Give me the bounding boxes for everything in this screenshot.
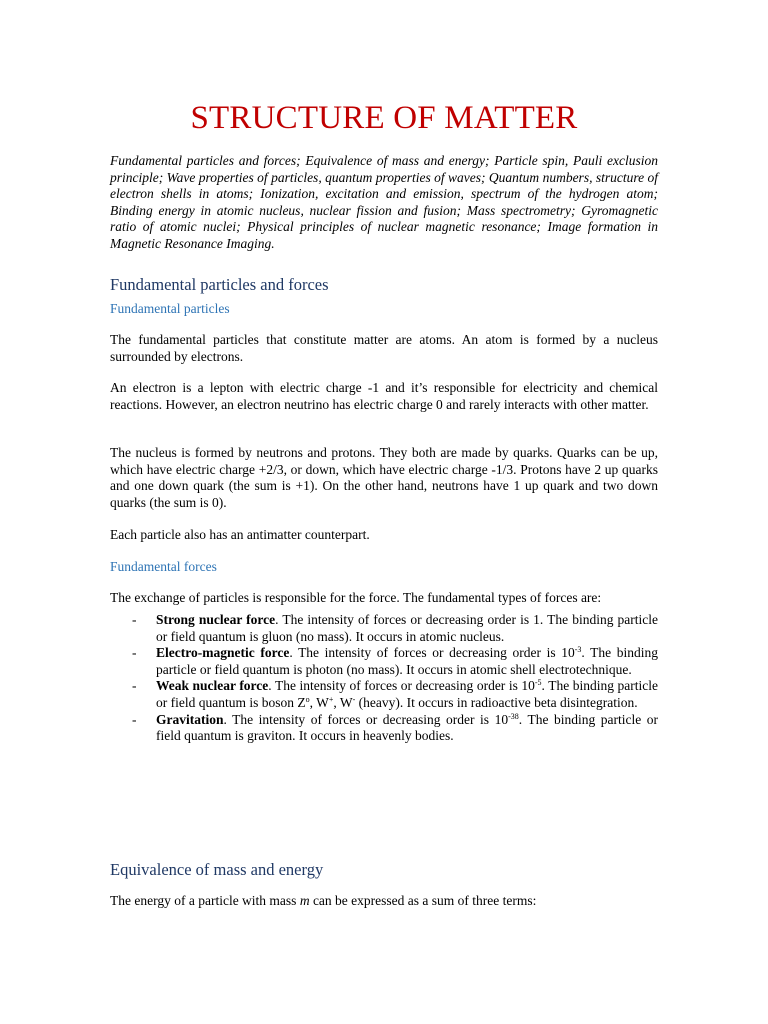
- paragraph-antimatter: Each particle also has an antimatter counterpart.: [110, 527, 370, 542]
- forces-list: [110, 612, 658, 745]
- z-boson-superscript: o: [305, 694, 310, 704]
- w-plus-superscript: +: [328, 694, 334, 704]
- subsection-heading-fundamental-forces: Fundamental forces: [110, 559, 217, 574]
- force-description: . The intensity of forces or decreasing order is 10: [223, 711, 509, 727]
- mass-variable: m: [299, 893, 310, 908]
- energy-text-end: can be expressed as a sum of three terms:: [309, 893, 537, 908]
- energy-text-start: The energy of a particle with mass: [110, 893, 300, 908]
- list-dash: -: [132, 711, 137, 727]
- force-exponent: -38: [508, 711, 519, 721]
- section-heading-fundamental-particles-and-forces: Fundamental particles and forces: [110, 275, 329, 294]
- force-name: Gravitation: [156, 711, 224, 727]
- paragraph-atoms: The fundamental particles that constitute matter are atoms. An atom is formed by a nucleus surrounded by electrons.: [110, 332, 658, 364]
- list-dash: -: [132, 645, 137, 661]
- paragraph-energy-terms: [110, 893, 658, 910]
- force-exponent: -3: [574, 645, 582, 655]
- force-description: . The intensity of forces or decreasing order is 10: [289, 645, 575, 661]
- w-minus-label: , W: [333, 694, 353, 710]
- force-description: . The intensity of forces or decreasing order is 10: [268, 678, 535, 694]
- force-description-continued: . The binding particle or field quantum is photon (no mass). It occurs in atomic shell electrotechnique.: [156, 645, 658, 677]
- force-name: Strong nuclear force: [156, 612, 276, 627]
- force-description-continued: . The binding particle or field quantum is graviton. It occurs in heavenly bodies.: [156, 711, 659, 744]
- force-exponent: -5: [534, 678, 542, 688]
- paragraph-nucleus: The nucleus is formed by neutrons and protons. They both are made by quarks. Quarks can be up, which have electric charge +2/3, or down, which have electric charge -1/3. Protons have 2 up quarks and one down quark (the sum is +1). On the other hand, neutrons have 1 up quark and two down quarks (the sum is 0).: [110, 445, 658, 510]
- list-dash: -: [132, 612, 137, 627]
- force-description-continued: . The binding particle or field quantum is boson Z: [156, 678, 658, 710]
- list-item-weak-nuclear-force: [110, 678, 658, 711]
- force-name: Weak nuclear force: [156, 678, 269, 694]
- list-item-electro-magnetic-force: [110, 645, 658, 678]
- list-dash: -: [132, 678, 137, 694]
- abstract: Fundamental particles and forces; Equivalence of mass and energy; Particle spin, Pauli exclusion principle; Wave properties of particles, quantum properties of waves; Quantum numbers, structure of electron shells in atoms; Ionization, excitation and emission, spectrum of the hydrogen atom; Binding energy in atomic nucleus, nuclear fission and fusion; Mass spectrometry; Gyromagnetic ratio of atomic nuclei; Physical principles of nuclear magnetic resonance; Image formation in Magnetic Resonance Imaging.: [110, 153, 658, 251]
- paragraph-electron: An electron is a lepton with electric charge -1 and it’s responsible for electricity and chemical reactions. However, an electron neutrino has electric charge 0 and rarely interacts with other matter.: [110, 380, 658, 412]
- subsection-heading-fundamental-particles: Fundamental particles: [110, 301, 230, 316]
- section-heading-equivalence-of-mass-and-energy: Equivalence of mass and energy: [110, 860, 324, 879]
- list-item-gravitation: [110, 712, 658, 745]
- weak-force-tail: (heavy). It occurs in radioactive beta disintegration.: [355, 694, 638, 710]
- paragraph-forces-intro: The exchange of particles is responsible for the force. The fundamental types of forces are:: [110, 590, 602, 605]
- force-description: . The intensity of forces or decreasing order is 1. The binding particle or field quantum is gluon (no mass). It occurs in atomic nucleus.: [156, 612, 658, 644]
- document-title: STRUCTURE OF MATTER: [190, 100, 578, 136]
- w-plus-label: , W: [309, 694, 329, 710]
- w-minus-superscript: -: [352, 694, 356, 704]
- list-item-strong-nuclear-force: [110, 612, 658, 645]
- force-name: Electro-magnetic force: [156, 645, 290, 661]
